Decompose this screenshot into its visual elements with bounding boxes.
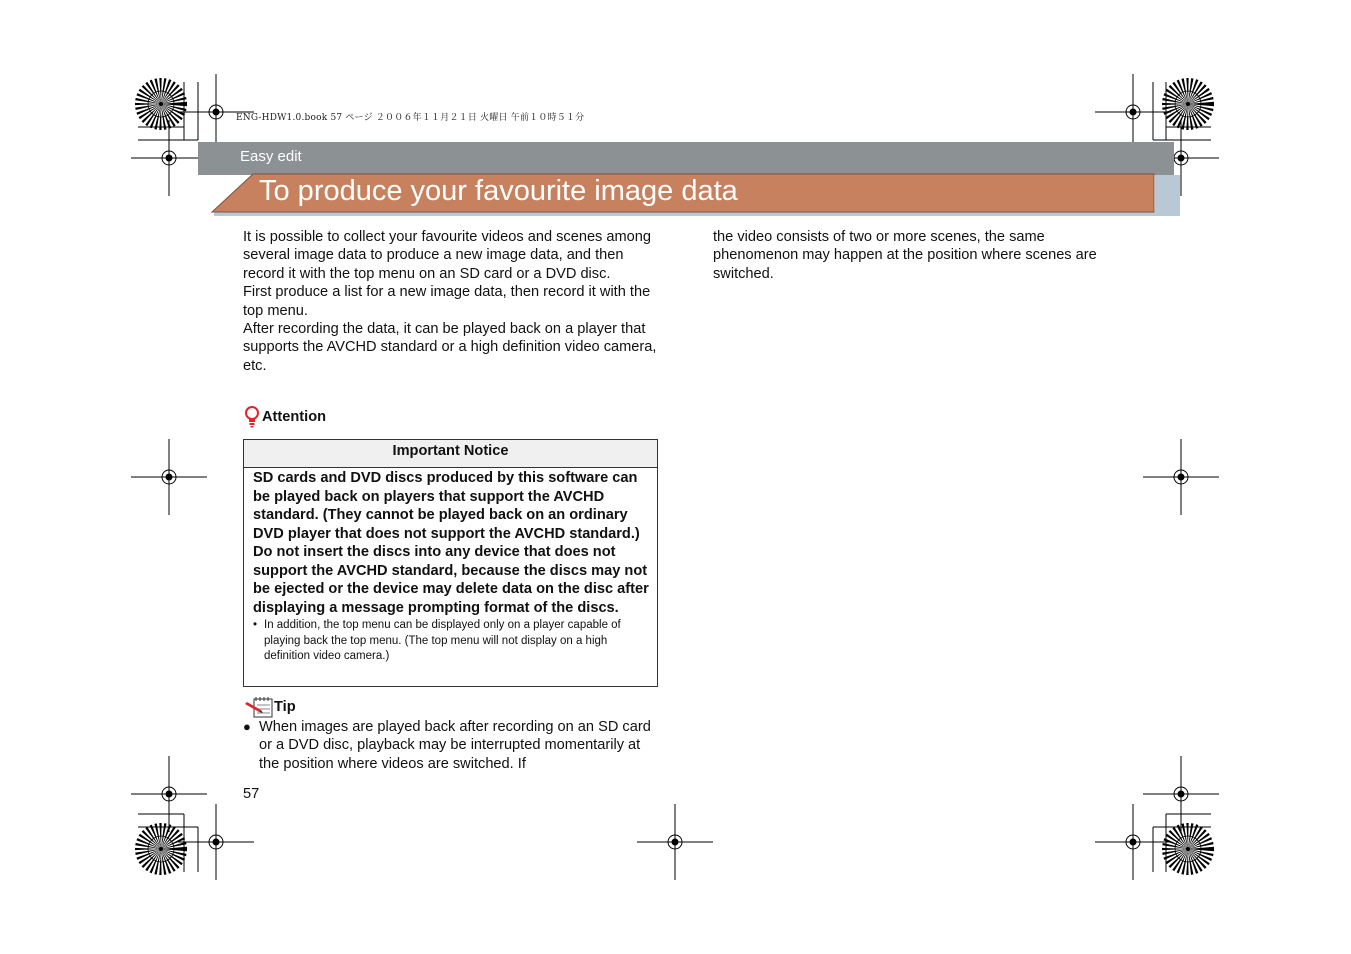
page-number: 57 bbox=[243, 786, 260, 802]
tip-list-item bbox=[243, 718, 653, 773]
registration-cross-left-upper bbox=[131, 120, 207, 196]
tip-text-left: When images are played back after recording on an SD card or a DVD disc, playback may be interrupted momentarily at the position where videos are switched. If bbox=[259, 719, 651, 772]
attention-heading bbox=[244, 406, 326, 428]
section-label: Easy edit bbox=[240, 148, 302, 165]
registration-wheel-bottom-right bbox=[1175, 836, 1201, 862]
notice-bold-text: SD cards and DVD discs produced by this software can be played back on players that support the AVCHD standard. (They cannot be played back on an ordinary DVD player that does not support the AVCHD standard.) Do not insert the discs into any device that does not support the AVCHD standard, because the discs may not be ejected or the device may delete data on the disc after displaying a message prompting format of the discs. bbox=[253, 470, 649, 616]
registration-cross-bottom-center bbox=[637, 804, 713, 880]
tip-heading bbox=[244, 696, 296, 718]
tip-text-right: the video consists of two or more scenes, the same phenomenon may happen at the position where scenes are switched. bbox=[713, 229, 1097, 282]
page-title: To produce your favourite image data bbox=[259, 175, 738, 207]
registration-cross-right-middle bbox=[1143, 439, 1219, 515]
tip-label: Tip bbox=[274, 699, 296, 715]
notepad-pencil-icon bbox=[244, 696, 274, 718]
lightbulb-icon bbox=[244, 406, 260, 428]
registration-cross-left-lower bbox=[131, 756, 207, 832]
notice-heading: Important Notice bbox=[244, 440, 657, 468]
attention-label: Attention bbox=[262, 409, 327, 425]
registration-wheel-top-left bbox=[148, 91, 174, 117]
registration-wheel-top-right bbox=[1175, 91, 1201, 117]
intro-text bbox=[243, 228, 663, 375]
intro-paragraph: After recording the data, it can be played back on a player that supports the AVCHD standard or a high definition video camera, etc. bbox=[243, 321, 657, 374]
bullet: ● bbox=[243, 719, 251, 734]
notice-note-text: In addition, the top menu can be displayed only on a player capable of playing back the top menu. (The top menu will not display on a high definition video camera.) bbox=[264, 619, 621, 663]
print-job-header: ENG-HDW1.0.book 57 ページ ２００６年１１月２１日 火曜日 午前１０時５１分 bbox=[236, 113, 585, 123]
intro-paragraph: It is possible to collect your favourite videos and scenes among several image data to produce a new image data, and then record it with the top menu on an SD card or a DVD disc. bbox=[243, 229, 652, 282]
registration-cross-left-middle bbox=[131, 439, 207, 515]
intro-paragraph: First produce a list for a new image data, then record it with the top menu. bbox=[243, 284, 651, 319]
title-bar-shadow-right bbox=[1155, 175, 1180, 216]
registration-cross-bottom-left bbox=[178, 804, 254, 880]
bullet: • bbox=[253, 619, 258, 631]
registration-cross-right-lower bbox=[1143, 756, 1219, 832]
notice-note bbox=[244, 617, 657, 665]
section-bar bbox=[198, 142, 1174, 175]
registration-cross-bottom-right bbox=[1095, 804, 1171, 880]
registration-cross-top-right bbox=[1095, 74, 1171, 150]
registration-wheel-bottom-left bbox=[148, 836, 174, 862]
important-notice-box bbox=[243, 439, 658, 687]
